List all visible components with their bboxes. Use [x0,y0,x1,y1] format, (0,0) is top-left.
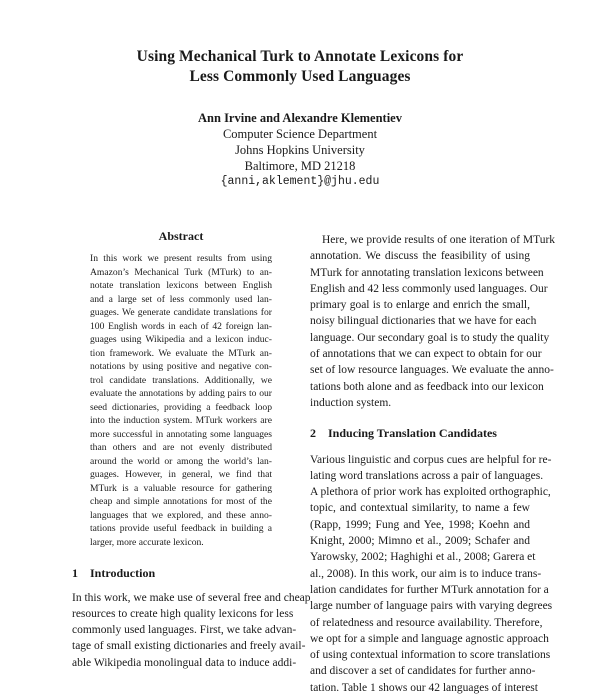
intro-line: commonly used languages. First, we take advan- [72,624,297,637]
section2-line: of relatedness and resource availability. Therefore, [310,616,543,629]
right-intro-line: primary goal is to enlarge and enrich the small, [310,299,530,312]
abstract-body [90,252,272,549]
right-intro-line: noisy bilingual dictionaries that we have for each [310,315,537,328]
section2-line: lating word translations across a pair of languages. [310,469,544,482]
section2-body [310,452,553,696]
author-names: Ann Irvine and Alexandre Klementiev [198,111,402,125]
abstract-line: Amazon’s Mechanical Turk (MTurk) to an- [90,266,272,278]
intro-line: resources to create high quality lexicons for less [72,607,294,620]
abstract-line: MTurk is a valuable resource for gathering [90,482,272,494]
right-column [310,232,556,696]
abstract-line: 100 English words in each of 42 foreign lan- [90,320,272,332]
abstract-line: guages. We generate candidate translations for [90,307,272,319]
right-intro-line: of annotations that we can expect to obtain for our [310,348,542,361]
author-university: Johns Hopkins University [235,143,365,157]
abstract-line: notations by using positive and negative con- [90,361,272,373]
section2-title: Inducing Translation Candidates [328,426,497,441]
right-intro-line: induction system. [310,396,392,409]
right-intro-body [310,232,556,411]
intro-line: In this work, we make use of several free and cheap [72,591,311,604]
right-intro-line: language. Our secondary goal is to study the quality [310,331,550,344]
author-address: Baltimore, MD 21218 [244,159,356,173]
paper-title [0,47,600,87]
section2-heading [310,425,530,441]
section2-line: A plethora of prior work has exploited orthographic, [310,486,551,499]
author-department: Computer Science Department [222,127,378,141]
abstract-line: evaluate the annotations by adding pairs to our [90,388,272,400]
intro-heading [72,565,290,581]
abstract-line: and a large set of less commonly used lan- [90,293,272,305]
section2-line: large number of language pairs with varying degrees [310,600,553,613]
section2-number: 2 [310,426,316,441]
section2-line: Yarowsky, 2002; Haghighi et al., 2008; Garera et [310,551,536,564]
right-intro-line: Here, we provide results of one iteration of MTurk [322,234,556,246]
section2-line: topic, and contextual similarity, to name a few [310,502,530,515]
section2-line: tation. Table 1 shows our 42 languages of interest [310,681,538,694]
section2-line: Knight, 2000; Mimno et al., 2009; Schafer and [310,535,530,548]
intro-section-title: Introduction [90,566,156,581]
abstract-line: notate translation lexicons between English [90,280,272,292]
title-line-2: Less Commonly Used Languages [189,68,411,85]
right-intro-line: tations both alone and as feedback into our lexicon [310,380,544,393]
abstract-line: more successful in annotating some languages [90,428,272,440]
right-intro-line: set of low resource languages. We evaluate the anno- [310,364,554,377]
section2-line: al., 2008). In this work, our aim is to induce trans- [310,567,542,580]
abstract-line: In this work we present results from using [90,253,272,265]
section2-line: Various linguistic and corpus cues are helpful for re- [310,453,552,466]
intro-body [72,590,311,671]
abstract-line: trol candidate translations. Additionally, we [90,374,272,386]
section2-line: and discover a set of candidates for further anno- [310,665,536,678]
section2-line: of using contextual information to score translations [310,649,551,662]
left-column [72,222,311,671]
intro-section-number: 1 [72,566,78,581]
abstract-line: larger, more accurate lexicon. [90,536,204,548]
intro-line: able Wikipedia monolingual data to induce addi- [72,656,297,669]
abstract-heading: Abstract [158,229,204,243]
abstract-line: languages that we explored, and these anno- [90,509,272,521]
intro-line: tage of small existing dictionaries and freely avail- [72,640,306,653]
abstract-line: into the induction system. MTurk workers are [90,415,272,427]
author-block [0,110,600,190]
right-intro-line: annotation. We discuss the feasibility of using [310,250,530,263]
abstract-line: around the world or among the world’s lan- [90,455,272,467]
section2-line: lation candidates for further MTurk annotation for a [310,583,549,596]
section2-line: we opt for a simple and language agnostic approach [310,632,549,645]
abstract-line: than others and are not evenly distributed [90,442,272,454]
abstract-line: guages using Wikipedia and a lexicon induc- [90,334,272,346]
author-email: {anni,aklement}@jhu.edu [220,175,380,188]
abstract-line: tion framework. We evaluate the MTurk an- [90,347,272,359]
abstract-line: guages. However, in general, we find that [90,469,272,481]
right-intro-line: English and 42 less commonly used languages. Our [310,282,548,295]
right-intro-line: MTurk for annotating translation lexicons between [310,266,544,279]
abstract-line: cheap and simple annotations for most of the [90,496,272,508]
title-line-1: Using Mechanical Turk to Annotate Lexicons for [136,48,464,65]
abstract-line: seed dictionaries, providing a feedback loop [90,401,272,413]
abstract-line: tations provide useful feedback in building a [90,523,272,535]
section2-line: (Rapp, 1999; Fung and Yee, 1998; Koehn and [310,518,530,531]
